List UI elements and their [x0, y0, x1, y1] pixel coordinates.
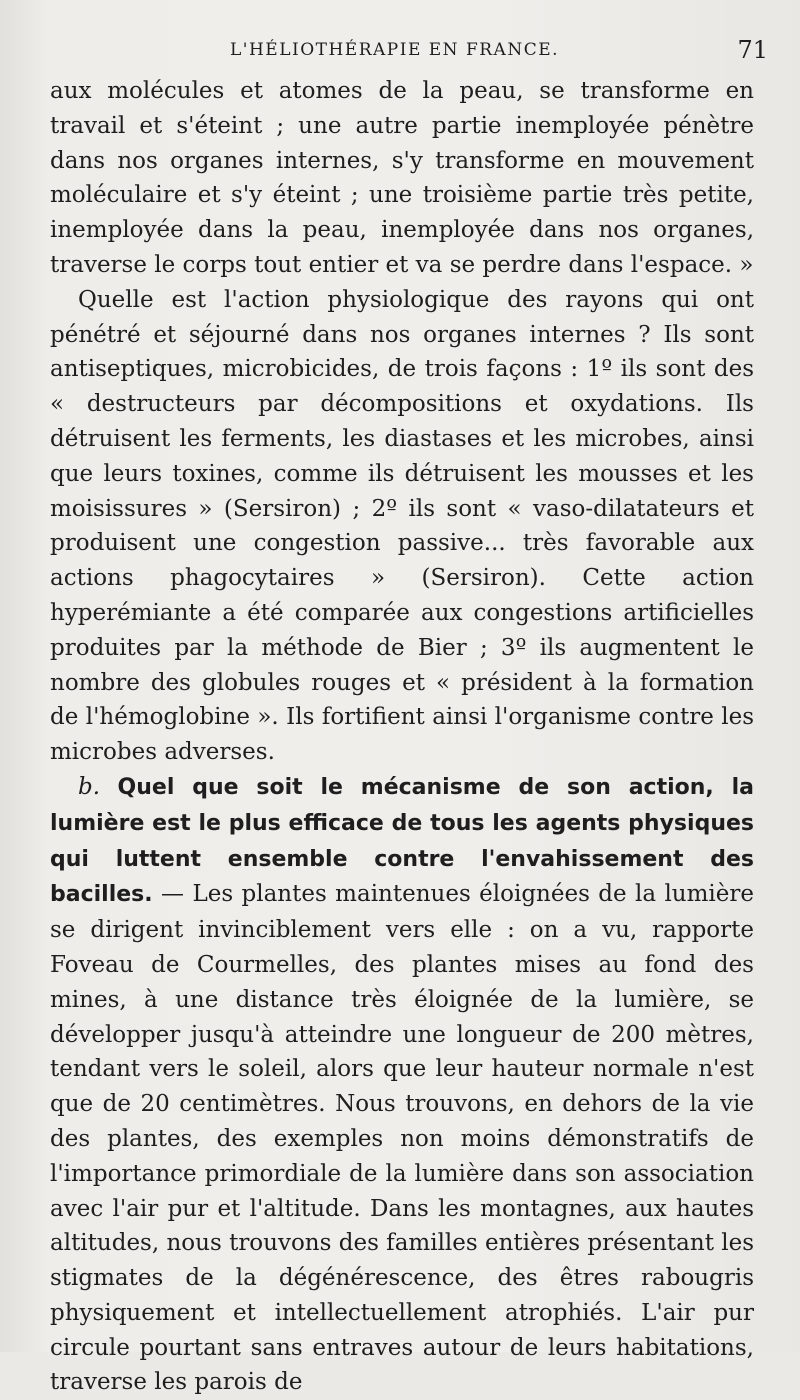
page-number: 71 [737, 36, 768, 64]
section-heading: Quel que soit le mécanisme de son action, la lumière est le plus efficace de tous les agents physiques qui luttent ensemble contre l'envahissement des bacilles. [50, 774, 755, 908]
paragraph-section-b [50, 770, 754, 1400]
running-head [50, 36, 768, 66]
running-title: L'HÉLIOTHÉRAPIE EN FRANCE. [230, 40, 560, 60]
section-text: — Les plantes maintenues éloignées de la lumière se dirigent invinciblement vers elle : on a vu, rapporte Foveau de Courmelles, des plantes mises au fond des mines, à une distance très éloignée de la lumière, se développer jusqu'à atteindre une longueur de 200 mètres, tendant vers le soleil, alors que leur hauteur normale n'est que de 20 centimètres. Nous trouvons, en dehors de la vie des plantes, des exemples non moins démonstratifs de l'importance primordiale de la lumière dans son association avec l'air pur et l'altitude. Dans les montagnes, aux hautes altitudes, nous trouvons des familles entières présentant les stigmates de la dégénérescence, des êtres rabougris physiquement et intellectuellement atrophiés. L'air pur circule pourtant sans entraves autour de leurs habitations, traverse les parois de [50, 881, 755, 1396]
body-text [50, 74, 754, 1400]
section-letter: b. [78, 773, 101, 800]
paragraph-continued: aux molécules et atomes de la peau, se transforme en travail et s'éteint ; une autre partie inemployée pénètre dans nos organes internes, s'y transforme en mouvement moléculaire et s'y éteint ; une troisième partie très petite, inemployée dans la peau, inemployée dans nos organes, traverse le corps tout entier et va se perdre dans l'espace. » [50, 78, 754, 278]
paragraph-physiological-action: Quelle est l'action physiologique des rayons qui ont pénétré et séjourné dans nos organes internes ? Ils sont antiseptiques, microbicides, de trois façons : 1º ils sont des « destructeurs par décompositions et oxydations. Ils détruisent les ferments, les diastases et les microbes, ainsi que leurs toxines, comme ils détruisent les mousses et les moisissures » (Sersiron) ; 2º ils sont « vaso-dilatateurs et produisent une congestion passive... très favorable aux actions phagocytaires » (Sersiron). Cette action hyperémiante a été comparée aux congestions artificielles produites par la méthode de Bier ; 3º ils augmentent le nombre des globules rouges et « président à la formation de l'hémoglobine ». Ils fortifient ainsi l'organisme contre les microbes adverses. [50, 286, 754, 766]
